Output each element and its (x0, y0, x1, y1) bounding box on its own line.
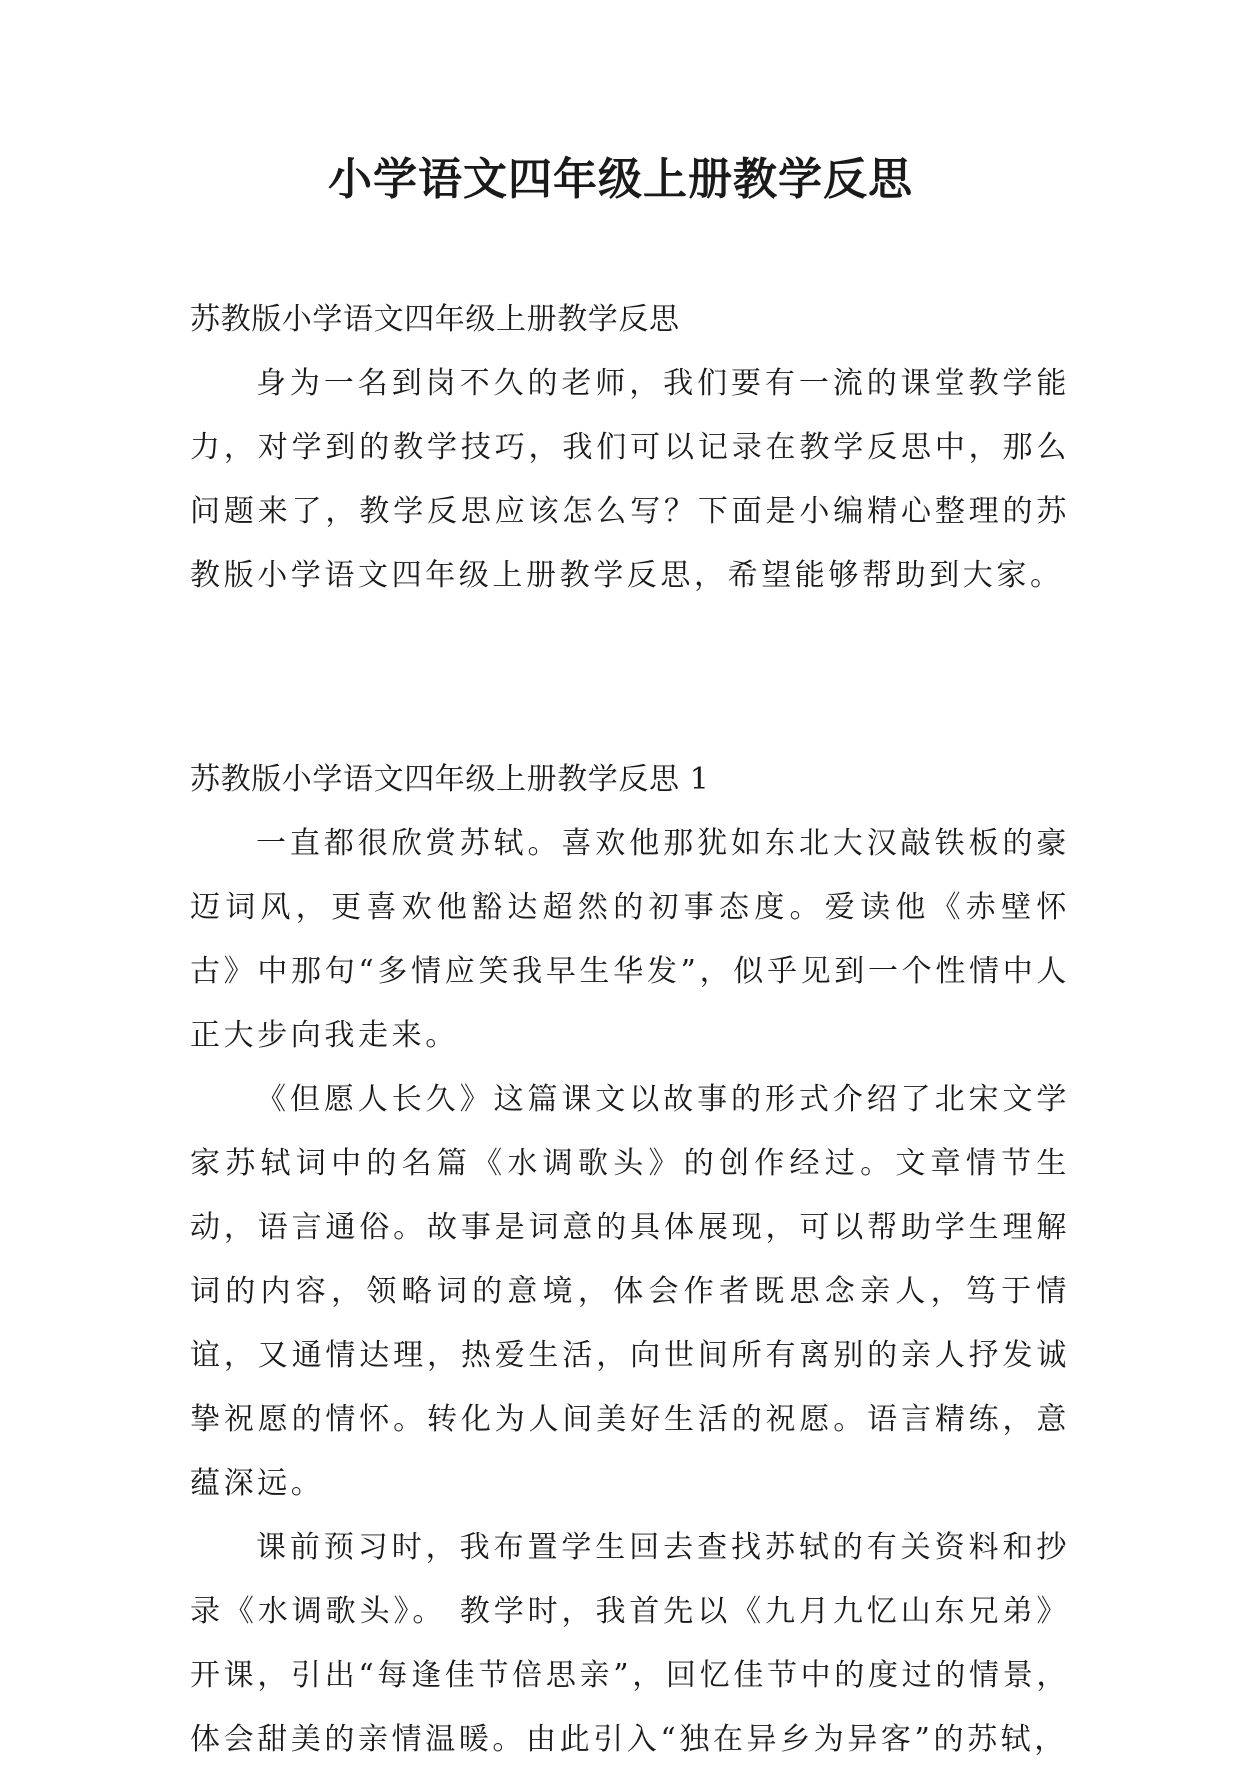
document-body (190, 288, 1070, 1772)
body-paragraph: 课前预习时，我布置学生回去查找苏轼的有关资料和抄录《水调歌头》。 教学时，我首先以《九月九忆山东兄弟》开课，引出“每逢佳节倍思亲”，回忆佳节中的度过的情景，体会甜美的亲情温暖。由此引入“独在异乡为异客”的苏轼， (190, 1530, 1070, 1757)
intro-paragraph: 身为一名到岗不久的老师，我们要有一流的课堂教学能力，对学到的教学技巧，我们可以记录在教学反思中，那么问题来了，教学反思应该怎么写？下面是小编精心整理的苏教版小学语文四年级上册教学反思，希望能够帮助到大家。 (190, 366, 1070, 593)
section-spacer (190, 608, 1070, 748)
section-heading: 苏教版小学语文四年级上册教学反思 1 (190, 762, 710, 797)
intro-heading: 苏教版小学语文四年级上册教学反思 (190, 302, 680, 337)
body-paragraph: 《但愿人长久》这篇课文以故事的形式介绍了北宋文学家苏轼词中的名篇《水调歌头》的创作经过。文章情节生动，语言通俗。故事是词意的具体展现，可以帮助学生理解词的内容，领略词的意境，体会作者既思念亲人，笃于情谊，又通情达理，热爱生活，向世间所有离别的亲人抒发诚挚祝愿的情怀。转化为人间美好生活的祝愿。语言精练，意蕴深远。 (190, 1082, 1070, 1501)
document-title: 小学语文四年级上册教学反思 (328, 154, 913, 205)
body-paragraph: 一直都很欣赏苏轼。喜欢他那犹如东北大汉敲铁板的豪迈词风，更喜欢他豁达超然的初事态度。爱读他《赤壁怀古》中那句“多情应笑我早生华发”，似乎见到一个性情中人正大步向我走来。 (190, 826, 1070, 1053)
